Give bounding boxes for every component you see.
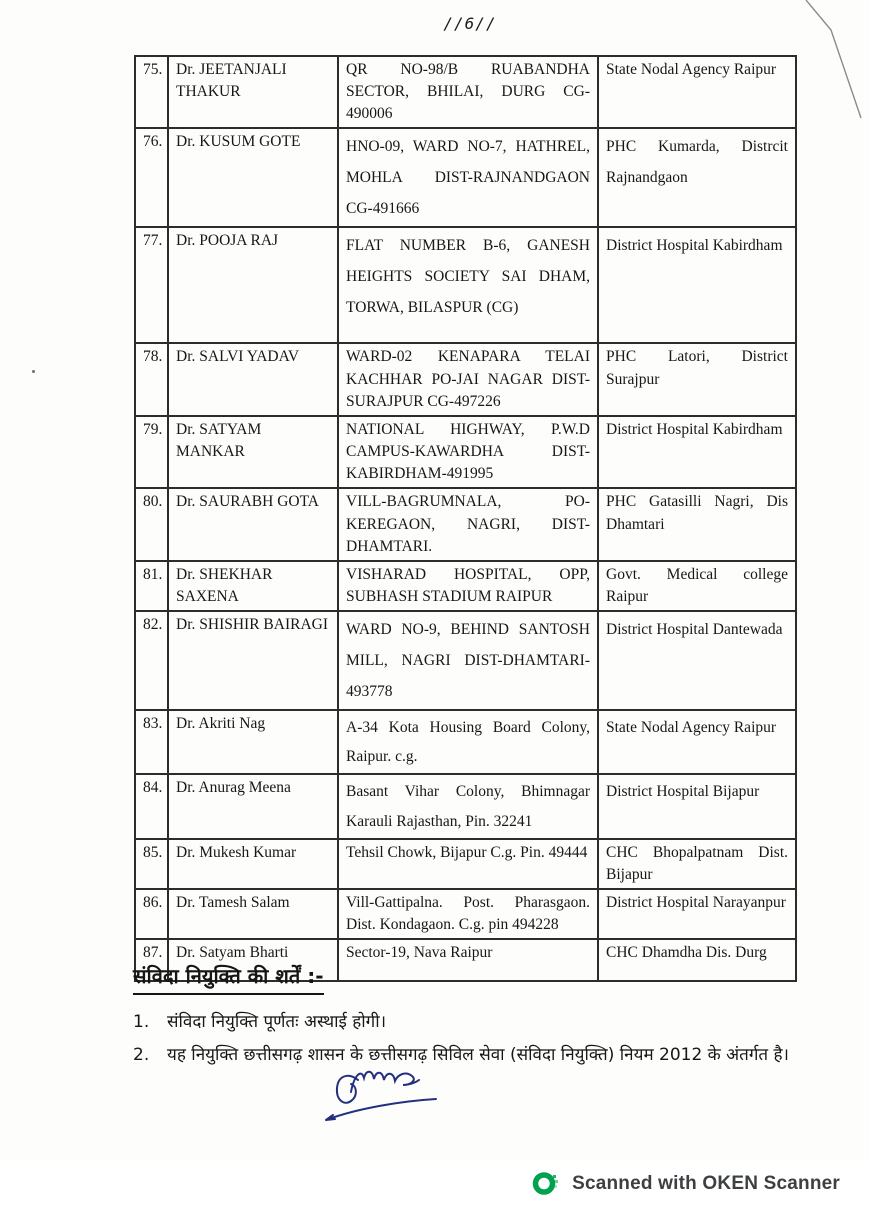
row-address: Sector-19, Nava Raipur (338, 939, 598, 981)
row-posting: CHC Bhopalpatnam Dist. Bijapur (598, 839, 796, 889)
row-address: Basant Vihar Colony, Bhimnagar Karauli Rajasthan, Pin. 32241 (338, 774, 598, 838)
row-address: Tehsil Chowk, Bijapur C.g. Pin. 49444 (338, 839, 598, 889)
row-address: HNO-09, WARD NO-7, HATHREL, MOHLA DIST-RAJNANDGAON CG-491666 (338, 128, 598, 227)
row-posting: State Nodal Agency Raipur (598, 56, 796, 128)
row-posting: Govt. Medical college Raipur (598, 561, 796, 611)
row-posting: CHC Dhamdha Dis. Durg (598, 939, 796, 981)
table-row (135, 611, 796, 710)
row-serial: 81. (135, 561, 168, 611)
row-doctor-name: Dr. JEETANJALI THAKUR (168, 56, 338, 128)
condition-text: यह नियुक्ति छत्तीसगढ़ शासन के छत्तीसगढ़ सिविल सेवा (संविदा नियुक्ति) नियम 2012 के अंतर्गत है। (167, 1045, 789, 1066)
table-row (135, 227, 796, 343)
row-address: VILL-BAGRUMNALA, PO-KEREGAON, NAGRI, DIST-DHAMTARI. (338, 488, 598, 560)
table-row (135, 128, 796, 227)
conditions-section (133, 962, 813, 1076)
conditions-list (133, 1009, 813, 1069)
row-doctor-name: Dr. SALVI YADAV (168, 343, 338, 415)
row-doctor-name: Dr. Tamesh Salam (168, 889, 338, 939)
row-serial: 85. (135, 839, 168, 889)
row-doctor-name: Dr. Satyam Bharti (168, 939, 338, 981)
table-row (135, 343, 796, 415)
row-serial: 80. (135, 488, 168, 560)
row-doctor-name: Dr. SATYAM MANKAR (168, 416, 338, 488)
signature-scribble (351, 1072, 419, 1092)
row-doctor-name: Dr. Anurag Meena (168, 774, 338, 838)
table-row (135, 889, 796, 939)
row-doctor-name: Dr. KUSUM GOTE (168, 128, 338, 227)
row-address: Vill-Gattipalna. Post. Pharasgaon. Dist. Kondagaon. C.g. pin 494228 (338, 889, 598, 939)
row-posting: PHC Kumarda, Distrcit Rajnandgaon (598, 128, 796, 227)
row-serial: 78. (135, 343, 168, 415)
doctor-posting-table (134, 55, 797, 982)
row-posting: District Hospital Bijapur (598, 774, 796, 838)
signature (318, 1058, 458, 1130)
condition-number: 1. (133, 1012, 150, 1032)
logo-dot (554, 1185, 557, 1188)
scanner-text: Scanned with OKEN Scanner (572, 1172, 840, 1194)
table-row (135, 416, 796, 488)
condition-item (133, 1042, 813, 1068)
table-row (135, 710, 796, 774)
row-doctor-name: Dr. POOJA RAJ (168, 227, 338, 343)
row-posting: State Nodal Agency Raipur (598, 710, 796, 774)
row-serial: 75. (135, 56, 168, 128)
row-doctor-name: Dr. SAURABH GOTA (168, 488, 338, 560)
table-row (135, 839, 796, 889)
row-doctor-name: Dr. Mukesh Kumar (168, 839, 338, 889)
row-address: WARD NO-9, BEHIND SANTOSH MILL, NAGRI DIST-DHAMTARI-493778 (338, 611, 598, 710)
row-serial: 83. (135, 710, 168, 774)
row-address: WARD-02 KENAPARA TELAI KACHHAR PO-JAI NAGAR DIST-SURAJPUR CG-497226 (338, 343, 598, 415)
row-serial: 79. (135, 416, 168, 488)
condition-text: संविदा नियुक्ति पूर्णतः अस्थाई होगी। (167, 1012, 387, 1032)
row-posting: District Hospital Kabirdham (598, 227, 796, 343)
page-number: //6// (443, 14, 497, 33)
conditions-heading: संविदा नियुक्ति की शर्तें :- (133, 962, 324, 995)
row-posting: District Hospital Narayanpur (598, 889, 796, 939)
condition-number: 2. (133, 1045, 150, 1066)
oken-scanner-logo-icon (532, 1170, 559, 1197)
logo-dot (555, 1180, 558, 1183)
row-address: A-34 Kota Housing Board Colony, Raipur. c.g. (338, 710, 598, 774)
table-row (135, 488, 796, 560)
row-doctor-name: Dr. Akriti Nag (168, 710, 338, 774)
row-serial: 77. (135, 227, 168, 343)
row-address: FLAT NUMBER B-6, GANESH HEIGHTS SOCIETY SAI DHAM, TORWA, BILASPUR (CG) (338, 227, 598, 343)
row-address: VISHARAD HOSPITAL, OPP, SUBHASH STADIUM RAIPUR (338, 561, 598, 611)
table-row (135, 774, 796, 838)
crease-stroke (806, 0, 861, 118)
logo-ring (536, 1175, 553, 1192)
row-address: QR NO-98/B RUABANDHA SECTOR, BHILAI, DURG CG-490006 (338, 56, 598, 128)
table-row (135, 561, 796, 611)
scanner-footer (0, 1160, 870, 1207)
logo-dot (553, 1175, 556, 1178)
row-serial: 84. (135, 774, 168, 838)
row-posting: PHC Latori, District Surajpur (598, 343, 796, 415)
row-doctor-name: Dr. SHISHIR BAIRAGI (168, 611, 338, 710)
row-posting: District Hospital Kabirdham (598, 416, 796, 488)
row-address: NATIONAL HIGHWAY, P.W.D CAMPUS-KAWARDHA DIST-KABIRDHAM-491995 (338, 416, 598, 488)
ink-speck (32, 370, 35, 373)
row-posting: PHC Gatasilli Nagri, Dis Dhamtari (598, 488, 796, 560)
row-posting: District Hospital Dantewada (598, 611, 796, 710)
row-doctor-name: Dr. SHEKHAR SAXENA (168, 561, 338, 611)
row-serial: 86. (135, 889, 168, 939)
row-serial: 76. (135, 128, 168, 227)
condition-item (133, 1009, 813, 1035)
table-row (135, 56, 796, 128)
row-serial: 82. (135, 611, 168, 710)
row-serial: 87. (135, 939, 168, 981)
